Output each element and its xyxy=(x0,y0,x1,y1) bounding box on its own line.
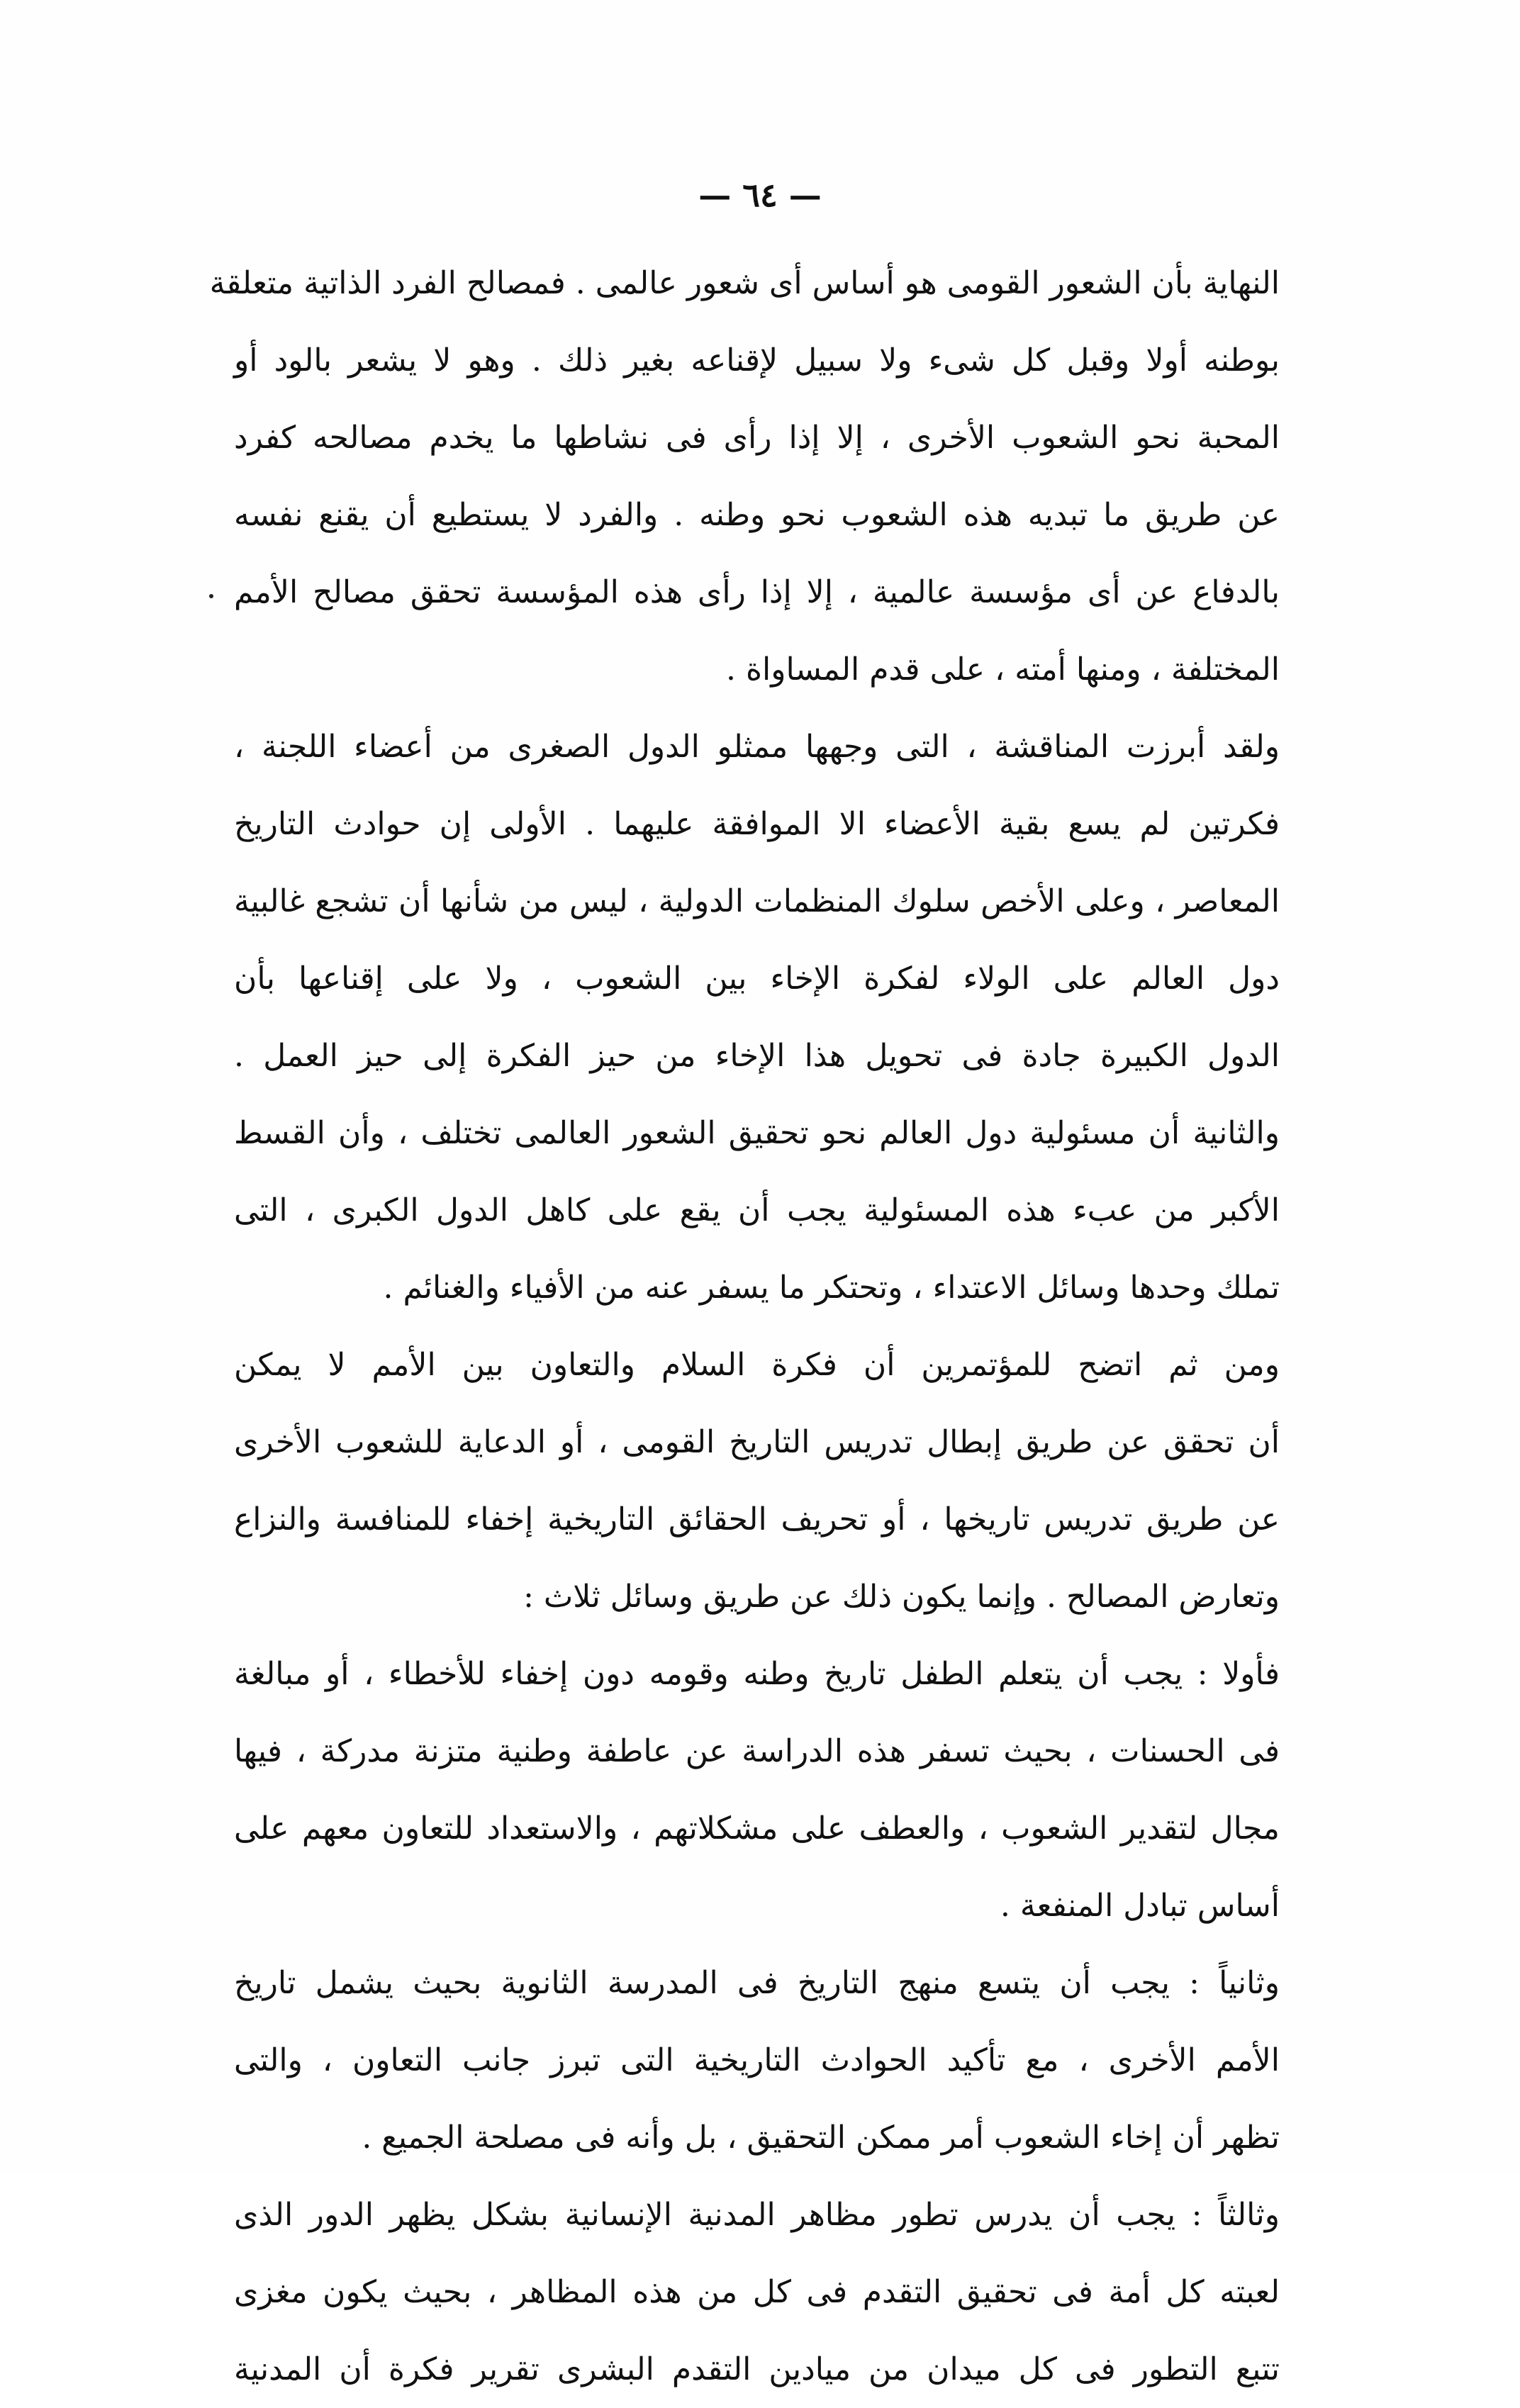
text-line: بوطنه أولا وقبل كل شىء ولا سبيل لإقناعه بغير ذلك . وهو لا يشعر بالود أو xyxy=(234,342,1280,379)
text-line: وثالثاً : يجب أن يدرس تطور مظاهر المدنية الإنسانية بشكل يظهر الدور الذى xyxy=(234,2197,1280,2233)
text-line: الدول الكبيرة جادة فى تحويل هذا الإخاء من حيز الفكرة إلى حيز العمل . xyxy=(234,1038,1280,1074)
body-text xyxy=(209,245,1280,2408)
text-line: أساس تبادل المنفعة . xyxy=(1000,1888,1280,1924)
text-line: وثانياً : يجب أن يتسع منهج التاريخ فى المدرسة الثانوية بحيث يشمل تاريخ xyxy=(234,1965,1280,2001)
text-line: الأكبر من عبء هذه المسئولية يجب أن يقع على كاهل الدول الكبرى ، التى xyxy=(234,1192,1280,1228)
text-line: تتبع التطور فى كل ميدان من ميادين التقدم البشرى تقرير فكرة أن المدنية xyxy=(234,2351,1280,2387)
text-line: تملك وحدها وسائل الاعتداء ، وتحتكر ما يسفر عنه من الأفياء والغنائم . xyxy=(383,1270,1280,1306)
text-line: وتعارض المصالح . وإنما يكون ذلك عن طريق وسائل ثلاث : xyxy=(523,1579,1280,1615)
text-line: النهاية بأن الشعور القومى هو أساس أى شعور عالمى . فمصالح الفرد الذاتية متعلقة xyxy=(209,265,1280,301)
text-line: المعاصر ، وعلى الأخص سلوك المنظمات الدولية ، ليس من شأنها أن تشجع غالبية xyxy=(234,883,1280,919)
text-line: لعبته كل أمة فى تحقيق التقدم فى كل من هذه المظاهر ، بحيث يكون مغزى xyxy=(234,2274,1280,2310)
text-line: فى الحسنات ، بحيث تسفر هذه الدراسة عن عاطفة وطنية متزنة مدركة ، فيها xyxy=(234,1733,1280,1769)
margin-mark xyxy=(209,594,213,598)
text-line: المختلفة ، ومنها أمته ، على قدم المساواة . xyxy=(726,651,1280,688)
text-line: والثانية أن مسئولية دول العالم نحو تحقيق الشعور العالمى تختلف ، وأن القسط xyxy=(234,1115,1280,1151)
text-line: تظهر أن إخاء الشعوب أمر ممكن التحقيق ، بل وأنه فى مصلحة الجميع . xyxy=(362,2119,1280,2156)
text-line: أن تحقق عن طريق إبطال تدريس التاريخ القومى ، أو الدعاية للشعوب الأخرى xyxy=(234,1424,1280,1460)
text-line: المحبة نحو الشعوب الأخرى ، إلا إذا رأى فى نشاطها ما يخدم مصالحه كفرد xyxy=(234,420,1280,456)
text-line: فأولا : يجب أن يتعلم الطفل تاريخ وطنه وقومه دون إخفاء للأخطاء ، أو مبالغة xyxy=(234,1656,1280,1692)
text-line: عن طريق تدريس تاريخها ، أو تحريف الحقائق التاريخية إخفاء للمنافسة والنزاع xyxy=(234,1501,1280,1538)
text-line: ومن ثم اتضح للمؤتمرين أن فكرة السلام والتعاون بين الأمم لا يمكن xyxy=(234,1347,1280,1383)
text-line: ولقد أبرزت المناقشة ، التى وجهها ممثلو الدول الصغرى من أعضاء اللجنة ، xyxy=(234,729,1280,765)
text-line: بالدفاع عن أى مؤسسة عالمية ، إلا إذا رأى هذه المؤسسة تحقق مصالح الأمم xyxy=(234,574,1280,610)
text-line: الأمم الأخرى ، مع تأكيد الحوادث التاريخية التى تبرز جانب التعاون ، والتى xyxy=(234,2042,1280,2078)
page-number: — ٦٤ — xyxy=(698,176,822,214)
text-line: فكرتين لم يسع بقية الأعضاء الا الموافقة عليهما . الأولى إن حوادث التاريخ xyxy=(234,806,1280,842)
text-line: دول العالم على الولاء لفكرة الإخاء بين الشعوب ، ولا على إقناعها بأن xyxy=(234,961,1280,997)
text-line: عن طريق ما تبديه هذه الشعوب نحو وطنه . والفرد لا يستطيع أن يقنع نفسه xyxy=(234,497,1280,533)
text-line: مجال لتقدير الشعوب ، والعطف على مشكلاتهم ، والاستعداد للتعاون معهم على xyxy=(234,1810,1280,1847)
